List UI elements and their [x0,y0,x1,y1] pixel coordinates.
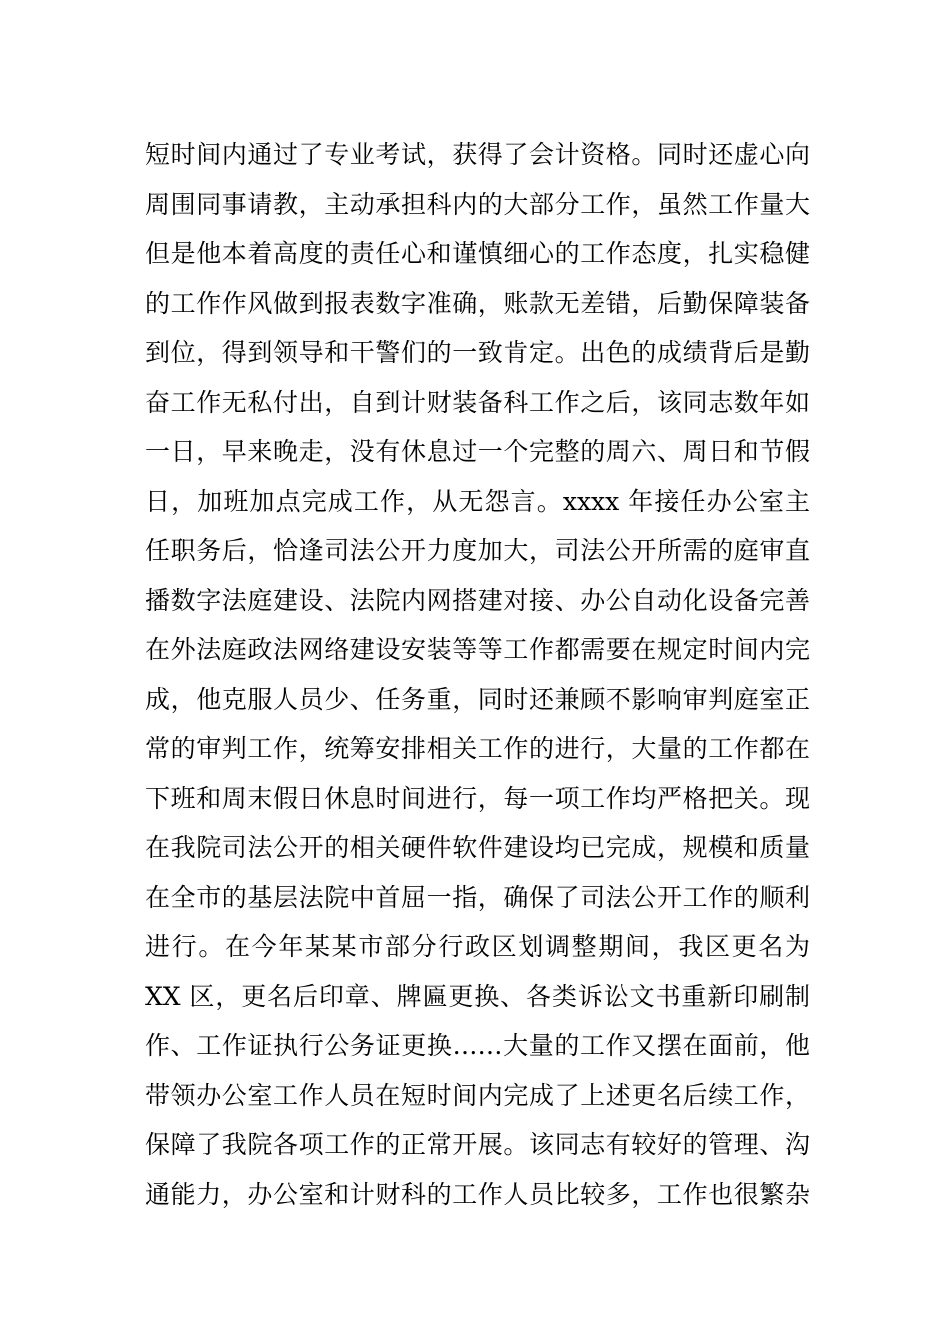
text-line: XX 区，更名后印章、牌匾更换、各类诉讼文书重新印刷制 [145,981,810,1011]
text-line: 一日，早来晚走，没有休息过一个完整的周六、周日和节假 [145,437,810,466]
text-line: 作、工作证执行公务证更换……大量的工作又摆在面前，他 [145,1031,810,1060]
text-line: 下班和周末假日休息时间进行，每一项工作均严格把关。现 [145,783,810,813]
text-line: 常的审判工作，统筹安排相关工作的进行，大量的工作都在 [145,734,810,763]
text-line: 保障了我院各项工作的正常开展。该同志有较好的管理、沟 [145,1130,810,1159]
text-line: 短时间内通过了专业考试，获得了会计资格。同时还虚心向 [145,140,810,169]
text-line: 但是他本着高度的责任心和谨慎细心的工作态度，扎实稳健 [145,239,810,268]
text-line: 在全市的基层法院中首屈一指，确保了司法公开工作的顺利 [145,882,810,912]
text-line: 通能力，办公室和计财科的工作人员比较多，工作也很繁杂 [145,1179,810,1209]
text-line: 播数字法庭建设、法院内网搭建对接、办公自动化设备完善 [145,585,810,615]
text-line: 带领办公室工作人员在短时间内完成了上述更名后续工作， [145,1080,810,1110]
text-line: 在外法庭政法网络建设安装等等工作都需要在规定时间内完 [145,635,810,664]
text-line: 奋工作无私付出，自到计财装备科工作之后，该同志数年如 [145,387,810,417]
text-line: 进行。在今年某某市部分行政区划调整期间，我区更名为 [145,932,810,961]
text-line: 日，加班加点完成工作，从无怨言。xxxx 年接任办公室主 [145,486,810,516]
text-line: 任职务后，恰逢司法公开力度加大，司法公开所需的庭审直 [145,536,810,565]
text-line: 在我院司法公开的相关硬件软件建设均已完成，规模和质量 [145,833,810,862]
text-line: 成，他克服人员少、任务重，同时还兼顾不影响审判庭室正 [145,684,810,714]
text-line: 的工作作风做到报表数字准确，账款无差错，后勤保障装备 [145,288,810,318]
text-line: 到位，得到领导和干警们的一致肯定。出色的成绩背后是勤 [145,338,810,367]
body-text [145,130,810,1219]
text-line: 周围同事请教，主动承担科内的大部分工作，虽然工作量大 [145,189,810,219]
